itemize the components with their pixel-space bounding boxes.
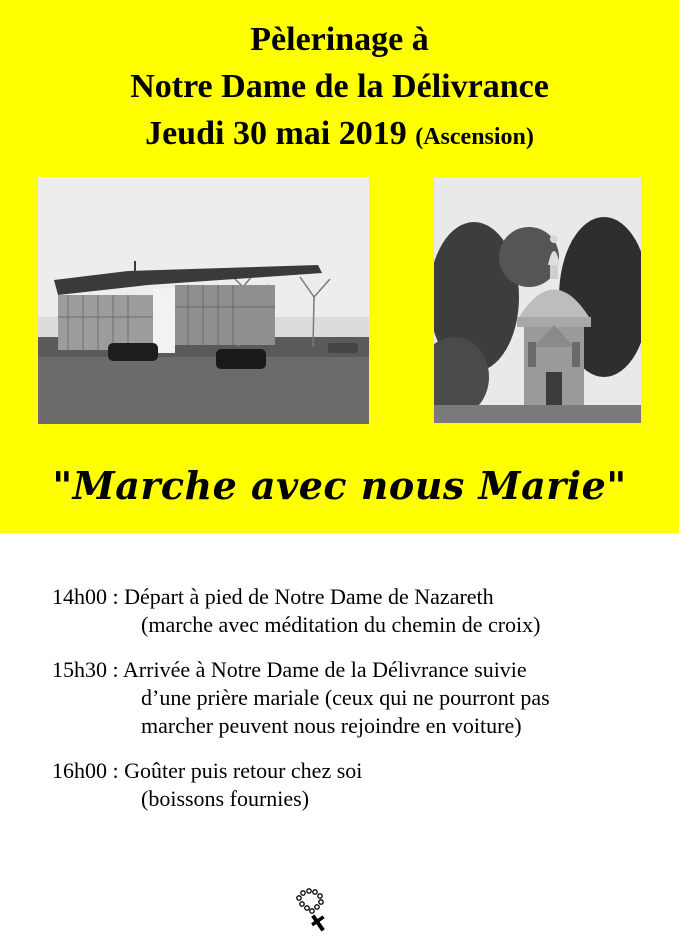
schedule-text: Arrivée à Notre Dame de la Délivrance suivie xyxy=(122,657,527,682)
church-photo xyxy=(38,177,369,424)
schedule-text: Départ à pied de Notre Dame de Nazareth xyxy=(124,584,494,609)
schedule-entry xyxy=(52,656,672,740)
schedule-time: 14h00 : xyxy=(52,584,119,609)
slogan: "Marche avec nous Marie" xyxy=(52,463,627,508)
schedule-entry xyxy=(52,583,672,639)
schedule-continuation: (boissons fournies) xyxy=(141,786,310,811)
schedule-continuation: (marche avec méditation du chemin de croix) xyxy=(141,612,541,637)
schedule-text: Goûter puis retour chez soi xyxy=(124,758,363,783)
schedule-continuation: d’une prière mariale (ceux qui ne pourront pas xyxy=(141,685,550,710)
title-line-2: Notre Dame de la Délivrance xyxy=(130,68,549,105)
title-date xyxy=(0,114,679,157)
date-text: Jeudi 30 mai 2019 xyxy=(145,115,407,152)
schedule-time: 16h00 : xyxy=(52,758,119,783)
date-note: (Ascension) xyxy=(415,124,534,150)
schedule-time: 15h30 : xyxy=(52,657,119,682)
title-line-1: Pèlerinage à xyxy=(250,21,429,58)
schedule-continuation: marcher peuvent nous rejoindre en voiture) xyxy=(141,713,522,738)
chapel-photo xyxy=(434,177,641,423)
rosary-icon xyxy=(294,888,334,934)
schedule-entry xyxy=(52,757,672,813)
schedule xyxy=(52,583,672,830)
